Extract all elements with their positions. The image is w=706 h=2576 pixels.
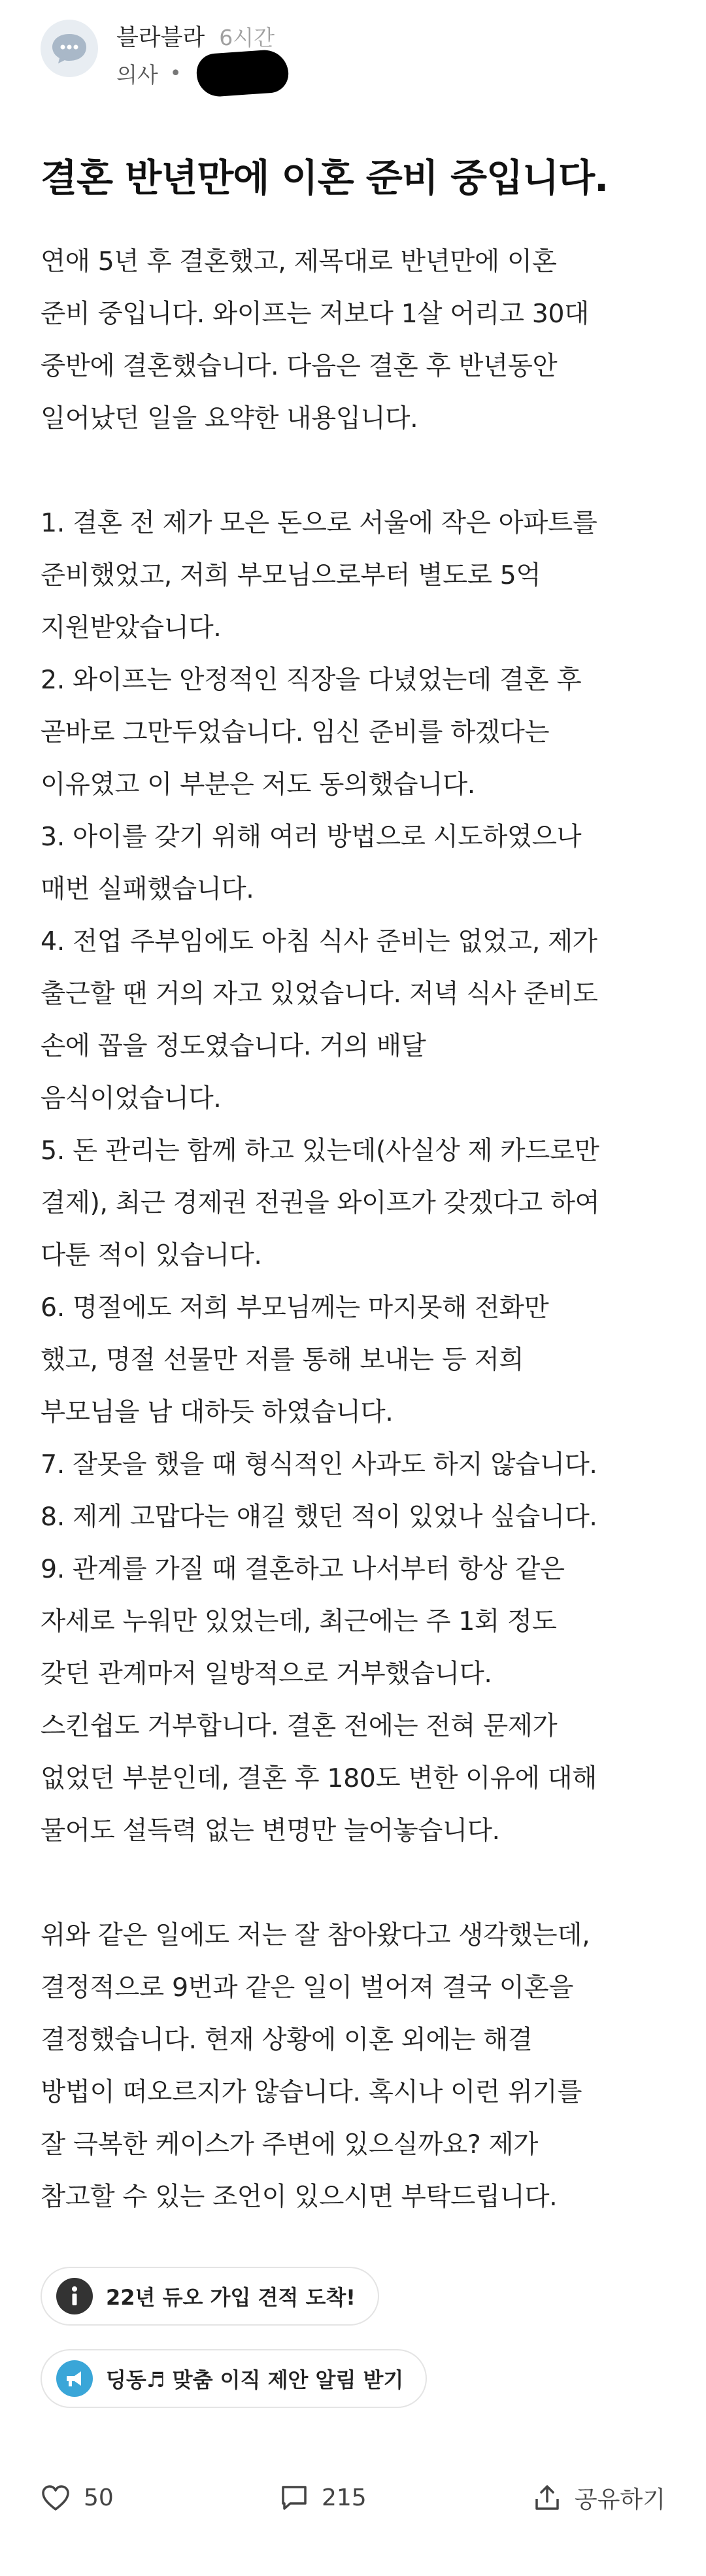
body-line: 중반에 결혼했습니다. 다음은 결혼 후 반년동안 — [41, 351, 558, 381]
author-row — [41, 20, 288, 93]
action-bar — [41, 2465, 665, 2530]
body-line: 참고할 수 있는 조언이 있으시면 부탁드립니다. — [41, 2182, 558, 2212]
promo-chip-job-alert[interactable] — [41, 2349, 427, 2408]
author-meta — [116, 20, 288, 93]
body-line: 1. 결혼 전 제가 모은 돈으로 서울에 작은 아파트를 — [41, 508, 597, 538]
body-line: 8. 제게 고맙다는 얘길 했던 적이 있었나 싶습니다. — [41, 1502, 597, 1532]
body-line: 이유였고 이 부분은 저도 동의했습니다. — [41, 770, 475, 800]
paragraph-spacer — [41, 445, 668, 497]
comment-icon — [280, 2484, 309, 2511]
info-icon — [56, 2278, 93, 2314]
heart-icon — [41, 2484, 71, 2511]
paragraph-spacer — [41, 1857, 668, 1909]
chip-label: 22년 듀오 가입 견적 도착! — [106, 2285, 356, 2310]
body-line: 다툰 적이 있습니다. — [41, 1240, 262, 1270]
chat-bubble-icon — [50, 32, 88, 65]
body-line: 손에 꼽을 정도였습니다. 거의 배달 — [41, 1031, 426, 1061]
body-line: 했고, 명절 선물만 저를 통해 보내는 등 저희 — [41, 1345, 524, 1375]
body-line: 일어났던 일을 요약한 내용입니다. — [41, 403, 418, 433]
body-line: 결정했습니다. 현재 상황에 이혼 외에는 해결 — [41, 2025, 533, 2055]
body-line: 부모님을 남 대하듯 하였습니다. — [41, 1397, 394, 1427]
body-line: 지원받았습니다. — [41, 613, 222, 643]
chip-label: 딩동♬ 맞춤 이직 제안 알림 받기 — [106, 2367, 404, 2392]
body-line: 스킨쉽도 거부합니다. 결혼 전에는 전혀 문제가 — [41, 1711, 558, 1741]
body-line: 6. 명절에도 저희 부모님께는 마지못해 전화만 — [41, 1293, 549, 1323]
separator-dot: • — [169, 61, 182, 85]
body-line: 2. 와이프는 안정적인 직장을 다녔었는데 결혼 후 — [41, 665, 582, 695]
body-line: 5. 돈 관리는 함께 하고 있는데(사실상 제 카드로만 — [41, 1136, 599, 1166]
body-line: 7. 잘못을 했을 때 형식적인 사과도 하지 않습니다. — [41, 1449, 597, 1480]
like-count: 50 — [84, 2484, 114, 2511]
body-line: 방법이 떠오르지가 않습니다. 혹시나 이런 위기를 — [41, 2077, 582, 2107]
megaphone-icon — [56, 2360, 93, 2397]
body-line: 4. 전업 주부임에도 아침 식사 준비는 없었고, 제가 — [41, 926, 597, 957]
promo-chip-duo[interactable] — [41, 2267, 379, 2326]
body-line: 음식이었습니다. — [41, 1083, 222, 1113]
author-job: 의사 — [116, 61, 158, 88]
share-icon — [533, 2483, 562, 2512]
body-line: 9. 관계를 가질 때 결혼하고 나서부터 항상 같은 — [41, 1554, 565, 1584]
post-title: 결혼 반년만에 이혼 준비 중입니다. — [41, 156, 609, 200]
share-label: 공유하기 — [574, 2486, 665, 2513]
body-line: 준비했었고, 저희 부모님으로부터 별도로 5억 — [41, 560, 541, 590]
like-button[interactable] — [41, 2484, 114, 2511]
body-line: 갖던 관계마저 일방적으로 거부했습니다. — [41, 1659, 492, 1689]
body-line: 물어도 설득력 없는 변명만 늘어놓습니다. — [41, 1816, 500, 1846]
body-line: 잘 극복한 케이스가 주변에 있으실까요? 제가 — [41, 2129, 538, 2160]
body-line: 매번 실패했습니다. — [41, 874, 254, 904]
body-line: 연애 5년 후 결혼했고, 제목대로 반년만에 이혼 — [41, 246, 557, 277]
post-time: 6시간 — [219, 25, 275, 50]
body-line: 자세로 누워만 있었는데, 최근에는 주 1회 정도 — [41, 1606, 557, 1636]
redacted-company — [195, 48, 290, 98]
share-button[interactable] — [533, 2481, 665, 2515]
comment-count: 215 — [321, 2484, 367, 2511]
body-line: 출근할 땐 거의 자고 있었습니다. 저녁 식사 준비도 — [41, 979, 598, 1009]
body-line: 결제), 최근 경제권 전권을 와이프가 갖겠다고 하여 — [41, 1188, 600, 1218]
body-paragraph — [41, 235, 668, 445]
comment-button[interactable] — [280, 2484, 367, 2511]
post-body — [41, 235, 668, 2223]
body-line: 결정적으로 9번과 같은 일이 벌어져 결국 이혼을 — [41, 1973, 574, 2003]
body-paragraph — [41, 1909, 668, 2223]
body-line: 곧바로 그만두었습니다. 임신 준비를 하겠다는 — [41, 717, 550, 747]
body-line: 3. 아이를 갖기 위해 여러 방법으로 시도하였으나 — [41, 822, 582, 852]
avatar[interactable] — [41, 20, 98, 77]
author-name[interactable]: 블라블라 — [116, 25, 205, 51]
body-line: 없었던 부분인데, 결혼 후 180도 변한 이유에 대해 — [41, 1763, 597, 1793]
body-paragraph — [41, 497, 668, 1857]
body-line: 준비 중입니다. 와이프는 저보다 1살 어리고 30대 — [41, 299, 589, 329]
body-line: 위와 같은 일에도 저는 잘 참아왔다고 생각했는데, — [41, 1920, 590, 1950]
